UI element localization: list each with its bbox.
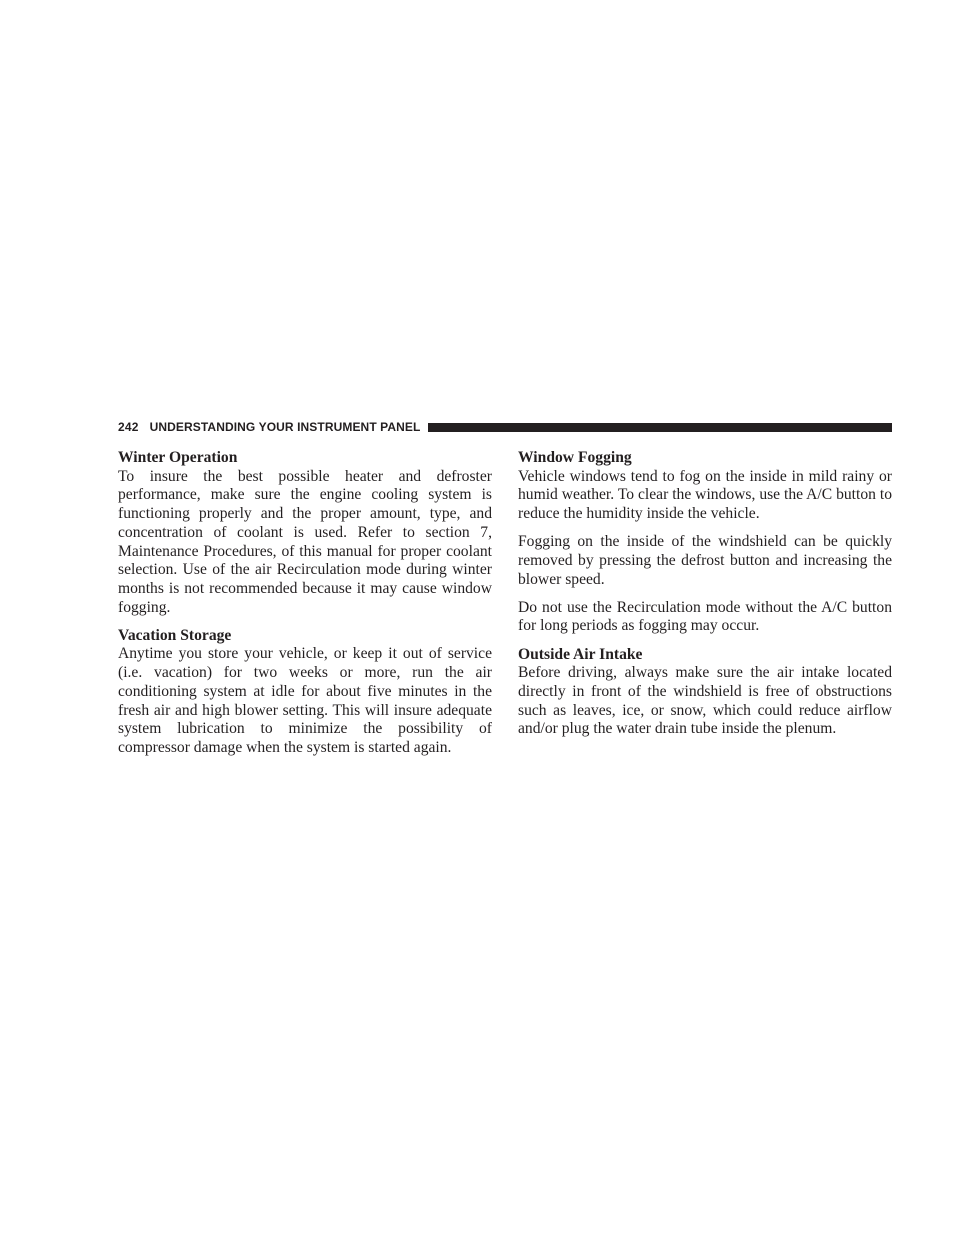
paragraph: Fogging on the inside of the windshield can be quickly removed by pressing the defrost button and increasing the blower speed. bbox=[518, 533, 892, 588]
section-heading: Outside Air Intake bbox=[518, 645, 643, 663]
header-rule bbox=[428, 423, 892, 432]
winter-operation-section bbox=[118, 449, 492, 617]
section-heading: Window Fogging bbox=[518, 449, 632, 466]
fogging-defrost-paragraph bbox=[518, 533, 892, 589]
outside-air-intake-section bbox=[518, 646, 892, 740]
section-heading: Winter Operation bbox=[118, 449, 238, 466]
paragraph: Anytime you store your vehicle, or keep it out of service (i.e. vacation) for two weeks or more, run the air conditioning system at idle for about five minutes in the fresh air and high blower setting. This will insure adequate system lubrication to minimize the possibility of compressor damage when the system is started again. bbox=[118, 645, 492, 756]
window-fogging-section bbox=[518, 449, 892, 524]
page-number: 242 bbox=[118, 420, 139, 434]
paragraph: Before driving, always make sure the air intake located directly in front of the windshield is free of obstructions such as leaves, ice, or snow, which could reduce airflow and/or plug the water drain tube inside the plenum. bbox=[518, 664, 892, 738]
left-column bbox=[118, 449, 492, 767]
paragraph: Do not use the Recirculation mode without the A/C button for long periods as fogging may occur. bbox=[518, 598, 892, 635]
recirculation-paragraph bbox=[518, 599, 892, 636]
paragraph: Vehicle windows tend to fog on the inside in mild rainy or humid weather. To clear the windows, use the A/C button to reduce the humidity inside the vehicle. bbox=[518, 467, 892, 523]
vacation-storage-section bbox=[118, 627, 492, 758]
section-title: UNDERSTANDING YOUR INSTRUMENT PANEL bbox=[149, 420, 421, 434]
section-heading: Vacation Storage bbox=[118, 626, 232, 644]
right-column bbox=[518, 449, 892, 748]
paragraph: To insure the best possible heater and defroster performance, make sure the engine cooling system is functioning properly and the proper amount, type, and concentration of coolant is used. Refer to section 7, Maintenance Procedures, of this manual for proper coolant selection. Use of the air Recirculation mode during winter months is not recommended because it may cause window fogging. bbox=[118, 467, 492, 616]
page-header bbox=[118, 419, 892, 435]
